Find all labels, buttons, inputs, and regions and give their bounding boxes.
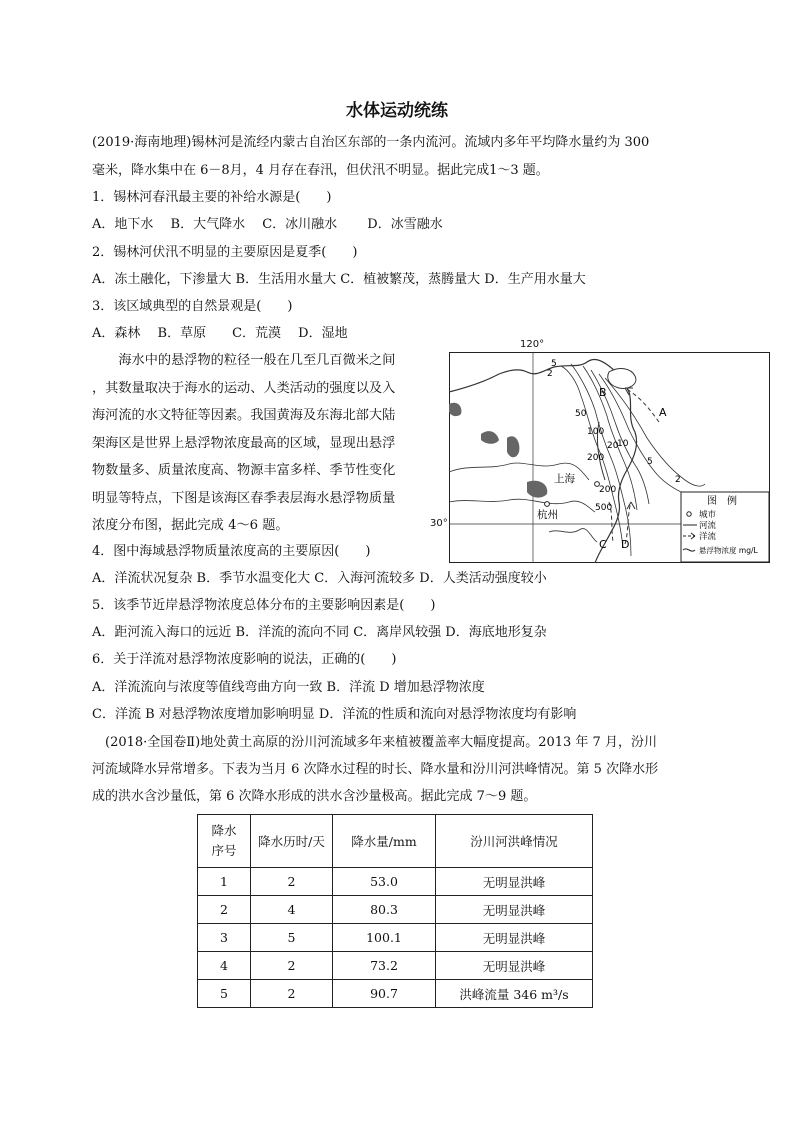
q1-stem: 1．锡林河春汛最主要的补给水源是( )	[92, 190, 332, 205]
q2-stem: 2．锡林河伏汛不明显的主要原因是夏季( )	[92, 245, 358, 260]
current-b-label: B	[599, 386, 607, 399]
contour-label: 5	[551, 359, 557, 369]
passage2	[92, 347, 432, 540]
map-lon-label: 120°	[520, 339, 545, 350]
q5-options: A．距河流入海口的远近 B．洋流的流向不同 C．离岸风较强 D．海底地形复杂	[92, 625, 547, 640]
table-cell: 2	[251, 868, 333, 896]
page-title: 水体运动统练	[346, 101, 448, 121]
table-cell: 无明显洪峰	[436, 896, 593, 924]
legend-river: 河流	[699, 521, 717, 531]
header-line: 序号	[211, 843, 237, 858]
q5-stem: 5．该季节近岸悬浮物浓度总体分布的主要影响因素是( )	[92, 598, 436, 613]
table-cell: 洪峰流量 346 m³/s	[436, 980, 593, 1008]
precipitation-table	[197, 814, 593, 1008]
contour-label: 10	[617, 439, 629, 449]
q6-options-1: A．洋流流向与浓度等值线弯曲方向一致 B．洋流 D 增加悬浮物浓度	[92, 680, 485, 695]
passage2-line: 海水中的悬浮物的粒径一般在几至几百微米之间	[92, 353, 396, 368]
table-cell: 1	[198, 868, 251, 896]
contour-label: 100	[587, 427, 605, 437]
table-cell: 2	[251, 980, 333, 1008]
table-row	[198, 896, 593, 924]
intro3-line1: (2018·全国卷Ⅱ)地处黄土高原的汾川河流域多年来植被覆盖率大幅度提高。2013 年 7 月，汾川	[92, 735, 657, 750]
table-cell: 2	[251, 952, 333, 980]
table-header-row	[198, 815, 593, 868]
contour-label: 20	[607, 441, 619, 451]
table-cell: 3	[198, 924, 251, 952]
table-row	[198, 924, 593, 952]
table-header-cell: 降水历时/天	[251, 815, 333, 868]
q4-options: A．洋流状况复杂 B．季节水温变化大 C．入海河流较多 D．人类活动强度较小	[92, 571, 547, 586]
intro3-line3: 成的洪水含沙量低，第 6 次降水形成的洪水含沙量极高。据此完成 7～9 题。	[92, 789, 537, 804]
contour-label: 200	[599, 485, 617, 495]
q3-options: A．森林 B．草原 C．荒漠 D．湿地	[92, 326, 348, 341]
legend-city: 城市	[699, 510, 717, 520]
table-cell: 5	[251, 924, 333, 952]
q4-stem: 4．图中海域悬浮物质量浓度高的主要原因( )	[92, 544, 371, 559]
q6-options-2: C．洋流 B 对悬浮物浓度增加影响明显 D．洋流的性质和流向对悬浮物浓度均有影响	[92, 707, 577, 722]
current-d-label: D	[621, 538, 630, 551]
table-cell: 90.7	[333, 980, 436, 1008]
current-c-label: C	[599, 538, 607, 551]
q6-stem: 6．关于洋流对悬浮物浓度影响的说法，正确的( )	[92, 652, 397, 667]
passage2-line: 浓度分布图，据此完成 4～6 题。	[92, 518, 289, 533]
table-row	[198, 952, 593, 980]
passage2-line: ，其数量取决于海水的运动、人类活动的强度以及入	[92, 380, 396, 396]
table-cell: 80.3	[333, 896, 436, 924]
table-row	[198, 980, 593, 1008]
q3-stem: 3．该区域典型的自然景观是( )	[92, 299, 293, 314]
table-cell: 100.1	[333, 924, 436, 952]
intro3-line2: 河流域降水异常增多。下表为当月 6 次降水过程的时长、降水量和汾川河洪峰情况。第 5 次降水形	[92, 762, 659, 777]
table-header-cell	[198, 815, 251, 868]
suspended-matter-map	[449, 352, 770, 563]
passage2-line: 海河流的水文特征等因素。我国黄海及东海北部大陆	[92, 408, 396, 423]
passage2-line: 架海区是世界上悬浮物浓度最高的区域，显现出悬浮	[92, 435, 396, 451]
table-row	[198, 868, 593, 896]
city-hangzhou-label: 杭州	[537, 509, 558, 521]
city-shanghai-label: 上海	[554, 473, 575, 485]
table-cell: 2	[198, 896, 251, 924]
q1-options: A．地下水 B．大气降水 C．冰川融水 D．冰雪融水	[92, 217, 443, 232]
table-cell: 无明显洪峰	[436, 924, 593, 952]
table-cell: 无明显洪峰	[436, 952, 593, 980]
contour-label: 5	[647, 457, 653, 467]
contour-label: 2	[547, 369, 553, 379]
legend-contour: 悬浮物浓度 mg/L	[699, 546, 758, 555]
legend-current: 洋流	[699, 532, 717, 542]
table-cell: 4	[198, 952, 251, 980]
legend-city-marker	[687, 512, 691, 516]
intro1-line2: 毫米，降水集中在 6－8月，4 月存在春汛，但伏汛不明显。据此完成1～3 题。	[92, 163, 549, 178]
table-cell: 无明显洪峰	[436, 868, 593, 896]
intro1-line1: (2019·海南地理)锡林河是流经内蒙古自治区东部的一条内流河。流域内多年平均降水量约为 300	[92, 135, 650, 150]
table-header-cell: 降水量/mm	[333, 815, 436, 868]
header-line: 降水	[211, 823, 237, 838]
city-hangzhou-marker	[545, 502, 550, 507]
table-cell: 4	[251, 896, 333, 924]
lon-label	[521, 352, 545, 353]
current-a-label: A	[659, 406, 667, 419]
contour-label: 2	[675, 475, 681, 485]
passage2-line: 物数量多、质量浓度高、物源丰富多样、季节性变化	[92, 463, 396, 478]
contour-label: 50	[575, 409, 587, 419]
table-cell: 5	[198, 980, 251, 1008]
table-header-cell: 汾川河洪峰情况	[436, 815, 593, 868]
contour-label: 200	[587, 453, 605, 463]
passage2-line: 明显等特点，下图是该海区春季表层海水悬浮物质量	[92, 490, 396, 506]
contour-label: 500	[595, 503, 613, 513]
map-lat-label: 30°	[430, 518, 448, 529]
table-cell: 73.2	[333, 952, 436, 980]
legend-title: 图 例	[707, 496, 737, 507]
table-cell: 53.0	[333, 868, 436, 896]
q2-options: A．冻土融化，下渗量大 B．生活用水量大 C．植被繁茂，蒸腾量大 D．生产用水量大	[92, 272, 586, 287]
